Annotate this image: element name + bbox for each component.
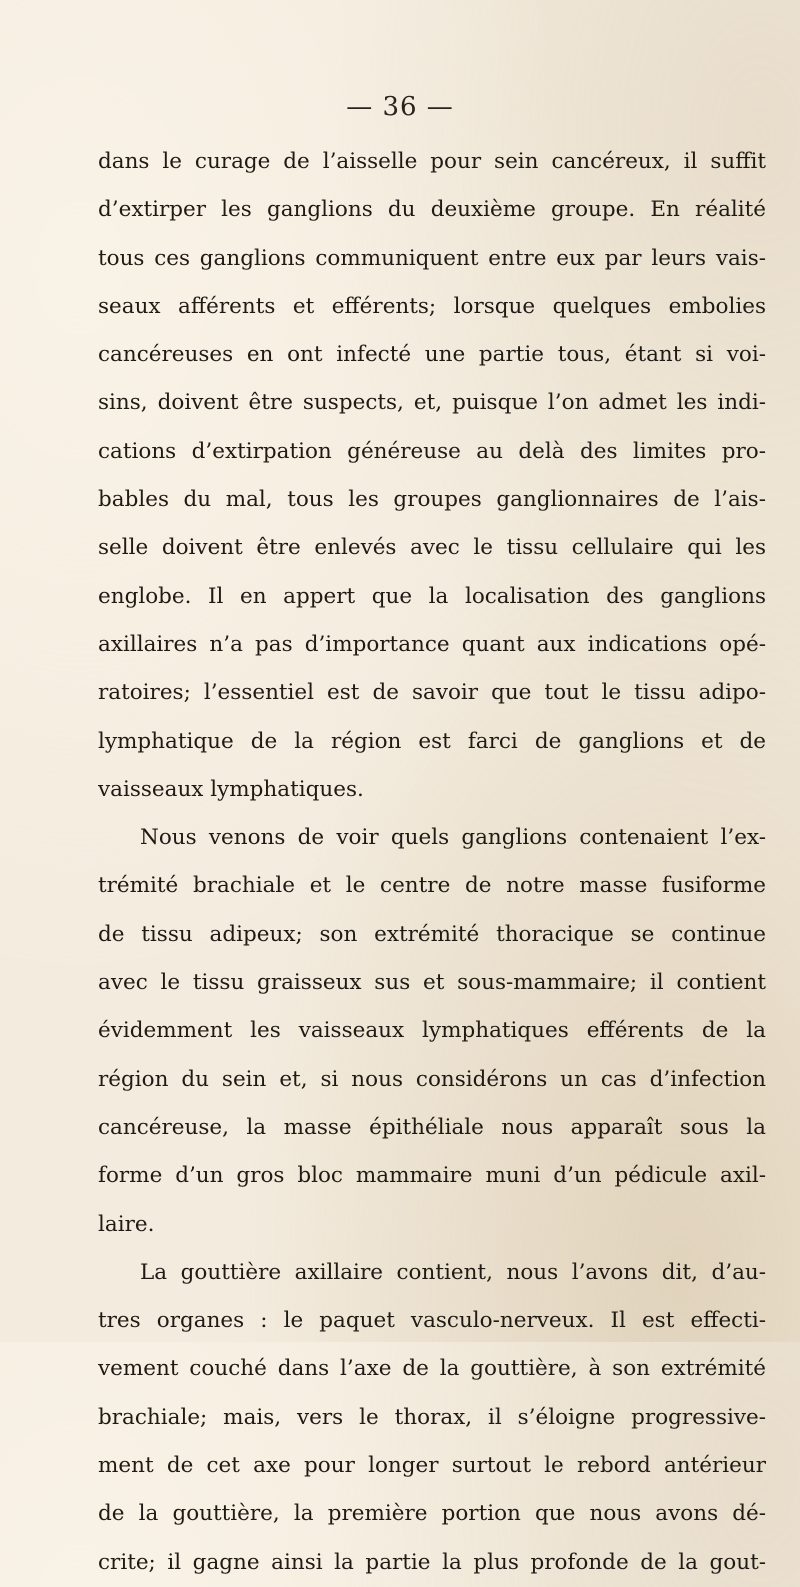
text-line: avec le tissu graisseux sus et sous-mammaire; il contient bbox=[98, 970, 766, 996]
text-line: dans le curage de l’aisselle pour sein cancéreux, il suffit bbox=[98, 149, 766, 174]
text-line: forme d’un gros bloc mammaire muni d’un pédicule axil- bbox=[98, 1163, 766, 1189]
text-line: englobe. Il en appert que la localisation des ganglions bbox=[98, 583, 766, 609]
body-text bbox=[98, 138, 766, 1587]
text-line: lymphatique de la région est farci de ganglions et de bbox=[98, 728, 766, 754]
paragraph-first-line: Nous venons de voir quels ganglions contenaient l’ex- bbox=[140, 825, 766, 851]
text-line: selle doivent être enlevés avec le tissu cellulaire qui les bbox=[98, 535, 766, 561]
text-line: bables du mal, tous les groupes ganglionnaires de l’ais- bbox=[98, 487, 766, 513]
paragraph-last-line: laire. bbox=[98, 1211, 155, 1237]
text-line: ratoires; l’essentiel est de savoir que tout le tissu adipo- bbox=[98, 680, 766, 706]
text-line: de tissu adipeux; son extrémité thoracique se continue bbox=[98, 921, 766, 947]
paragraph-first-line: La gouttière axillaire contient, nous l’avons dit, d’au- bbox=[140, 1259, 766, 1285]
text-line: cancéreuses en ont infecté une partie tous, étant si voi- bbox=[98, 342, 766, 368]
page-number: — 36 — bbox=[346, 92, 454, 122]
text-line: brachiale; mais, vers le thorax, il s’éloigne progressive- bbox=[98, 1404, 766, 1430]
text-line: seaux afférents et efférents; lorsque quelques embolies bbox=[98, 293, 766, 319]
text-line: de la gouttière, la première portion que nous avons dé- bbox=[98, 1501, 766, 1527]
text-line: axillaires n’a pas d’importance quant aux indications opé- bbox=[98, 631, 766, 657]
text-line: cations d’extirpation généreuse au delà des limites pro- bbox=[98, 438, 766, 464]
paragraph-last-line: vaisseaux lymphatiques. bbox=[98, 776, 364, 802]
text-line: trémité brachiale et le centre de notre masse fusiforme bbox=[98, 873, 766, 899]
text-line: sins, doivent être suspects, et, puisque l’on admet les indi- bbox=[98, 390, 766, 416]
text-line: région du sein et, si nous considérons un cas d’infection bbox=[98, 1066, 766, 1092]
text-line: tous ces ganglions communiquent entre eux par leurs vais- bbox=[98, 245, 766, 271]
text-line: tres organes : le paquet vasculo-nerveux. Il est effecti- bbox=[98, 1308, 766, 1334]
text-line: cancéreuse, la masse épithéliale nous apparaît sous la bbox=[98, 1114, 766, 1140]
text-line: crite; il gagne ainsi la partie la plus profonde de la gout- bbox=[98, 1549, 766, 1575]
text-line: ment de cet axe pour longer surtout le rebord antérieur bbox=[98, 1453, 766, 1479]
text-line: évidemment les vaisseaux lymphatiques efférents de la bbox=[98, 1018, 766, 1044]
text-line: vement couché dans l’axe de la gouttière, à son extrémité bbox=[98, 1356, 766, 1382]
text-line: d’extirper les ganglions du deuxième groupe. En réalité bbox=[98, 197, 766, 223]
